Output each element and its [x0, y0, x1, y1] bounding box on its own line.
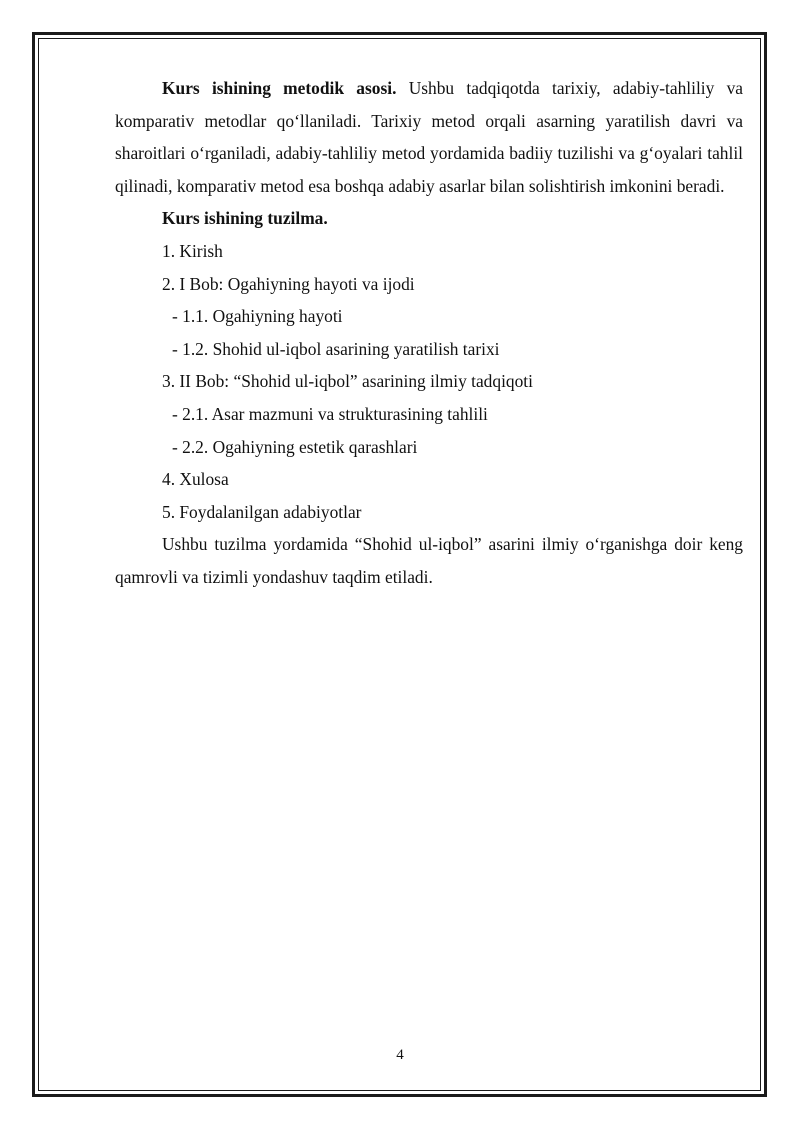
- structure-heading: [115, 202, 743, 235]
- outline-item: 2. I Bob: Ogahiyning hayoti va ijodi: [162, 273, 415, 294]
- method-paragraph: [115, 72, 743, 202]
- outline-subitem-text: - 2.1. Asar mazmuni va strukturasining tahlili: [172, 403, 488, 424]
- conclusion-paragraph: Ushbu tuzilma yordamida “Shohid ul-iqbol” asarini ilmiy o‘rganishga doir keng qamrovli va tizimli yondashuv taqdim etiladi.: [115, 534, 743, 587]
- outline-subitem: [115, 333, 743, 366]
- method-heading: Kurs ishining metodik asosi.: [162, 78, 397, 98]
- structure-heading-text: Kurs ishining tuzilma.: [162, 208, 328, 229]
- outline-subitem-text: - 1.2. Shohid ul-iqbol asarining yaratilish tarixi: [172, 338, 500, 359]
- document-body: [115, 72, 743, 594]
- outline-item: 3. II Bob: “Shohid ul-iqbol” asarining ilmiy tadqiqoti: [162, 371, 533, 392]
- method-text: Ushbu tadqiqotda tarixiy, adabiy-tahliliy va komparativ metodlar qo‘llaniladi. Tarixiy metod orqali asarning yaratilish davri va sharoitlari o‘rganiladi, adabiy-tahliliy metod yordamida badiiy tuzilishi va g‘oyalari tahlil qilinadi, komparativ metod esa boshqa adabiy asarlar bilan solishtirish imkonini beradi.: [115, 78, 743, 196]
- outline-item: 5. Foydalanilgan adabiyotlar: [162, 501, 362, 522]
- outline-subitem: [115, 398, 743, 431]
- outline-subitem: [115, 431, 743, 464]
- outline-item: 1. Kirish: [162, 240, 223, 261]
- outline-subitem-text: - 1.1. Ogahiyning hayoti: [172, 306, 343, 327]
- outline-item: 4. Xulosa: [162, 469, 229, 490]
- outline-subitem-text: - 2.2. Ogahiyning estetik qarashlari: [172, 436, 418, 457]
- outline-subitem: [115, 300, 743, 333]
- page-number: 4: [396, 1047, 404, 1063]
